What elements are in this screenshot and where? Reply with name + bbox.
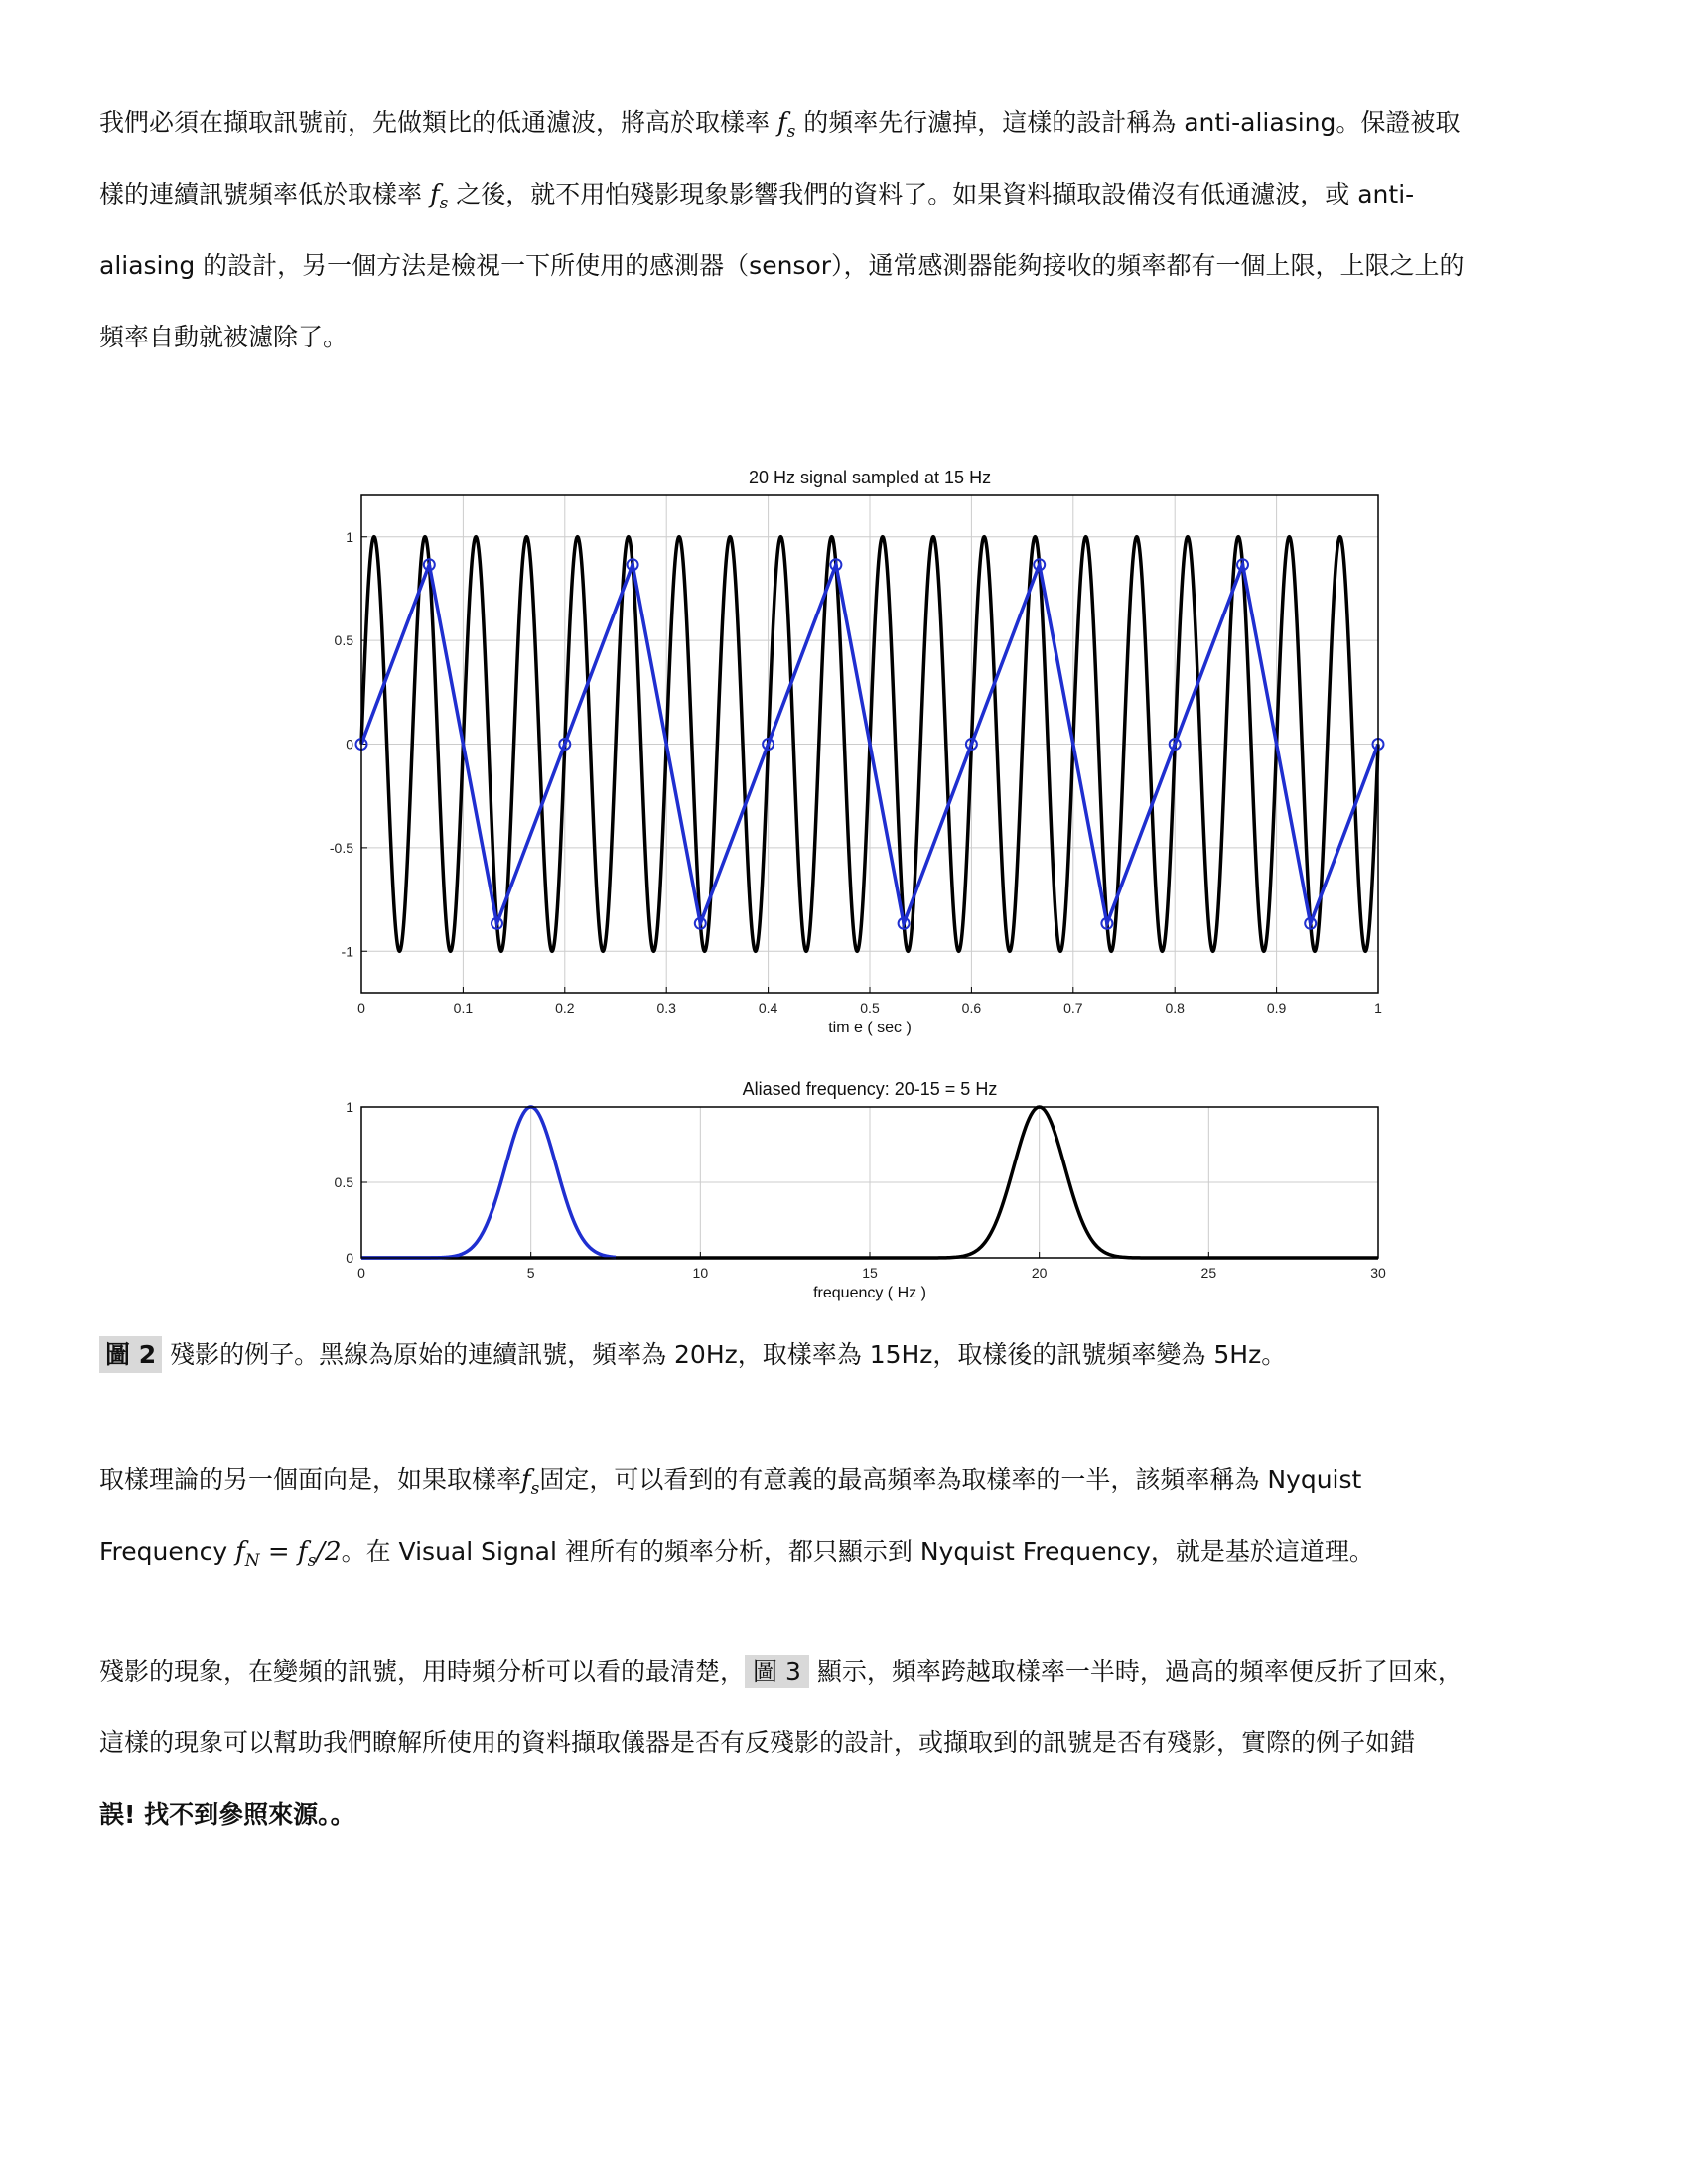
math-symbol: = f: [267, 1537, 308, 1567]
caption-label: 圖 2: [99, 1336, 162, 1373]
x-tick-label: 0.9: [1266, 1000, 1287, 1016]
math-subscript: s: [307, 1551, 317, 1571]
x-tick-label: 0.5: [860, 1000, 880, 1016]
sampling-rate-symbol: [521, 1465, 540, 1500]
math-subscript: s: [439, 194, 449, 214]
y-tick-label: 0.5: [334, 1174, 353, 1190]
y-tick-label: 0: [346, 1250, 353, 1266]
text-span: 。在 Visual Signal 裡所有的頻率分析，都只顯示到 Nyquist Frequency，就是基於這道理。: [341, 1537, 1374, 1566]
text-span: 之後，就不用怕殘影現象影響我們的資料了。如果資料擷取設備沒有低通濾波，或 anti-: [456, 180, 1415, 208]
x-tick-label: 0.4: [758, 1000, 778, 1016]
math-symbol: f: [235, 1537, 245, 1567]
y-tick-label: -1: [341, 943, 353, 960]
math-subscript: s: [530, 1479, 540, 1500]
text-span: 殘影的現象，在變頻的訊號，用時頻分析可以看的最清楚，: [99, 1657, 746, 1686]
paragraph-aliasing-phenomenon: [99, 1636, 1628, 1850]
text-span: 取樣理論的另一個面向是，如果取樣率: [99, 1465, 522, 1494]
frequency-domain-plot: [335, 1079, 1386, 1301]
chart-title: 20 Hz signal sampled at 15 Hz: [748, 468, 992, 487]
x-tick-label: 0: [357, 1265, 365, 1281]
nyquist-formula: [235, 1537, 342, 1571]
x-tick-label: 1: [1374, 1000, 1382, 1016]
text-span: 我們必須在擷取訊號前，先做類比的低通濾波，將高於取樣率: [99, 108, 771, 137]
y-tick-label: 0.5: [334, 632, 353, 649]
caption-text: 殘影的例子。黑線為原始的連續訊號，頻率為 20Hz，取樣率為 15Hz，取樣後的訊號頻率變為 5Hz。: [170, 1340, 1287, 1369]
paragraph-line: [99, 1516, 1628, 1587]
y-tick-label: 1: [346, 1099, 353, 1115]
paragraph-nyquist: [99, 1444, 1628, 1587]
x-tick-label: 0.6: [961, 1000, 982, 1016]
paragraph-line: 頻率自動就被濾除了。: [99, 323, 349, 351]
x-axis-label: tim e ( sec ): [828, 1020, 912, 1036]
x-tick-label: 15: [862, 1265, 878, 1281]
paragraph-line: 這樣的現象可以幫助我們瞭解所使用的資料擷取儀器是否有反殘影的設計，或擷取到的訊號是否有殘影，實際的例子如錯: [99, 1728, 1416, 1757]
text-span: 樣的連續訊號頻率低於取樣率: [99, 180, 423, 208]
x-tick-label: 0.7: [1063, 1000, 1083, 1016]
math-subscript: N: [244, 1551, 260, 1571]
text-span: 顯示，頻率跨越取樣率一半時，過高的頻率便反折了回來，: [816, 1657, 1463, 1686]
x-tick-label: 0: [357, 1000, 365, 1016]
y-tick-label: -0.5: [329, 839, 353, 856]
chart-title: Aliased frequency: 20-15 = 5 Hz: [742, 1079, 998, 1099]
y-tick-label: 0: [346, 736, 353, 752]
y-tick-label: 1: [346, 528, 353, 545]
text-span: 固定，可以看到的有意義的最高頻率為取樣率的一半，該頻率稱為 Nyquist: [539, 1465, 1362, 1494]
x-tick-label: 5: [526, 1265, 535, 1281]
text-span: Frequency: [99, 1537, 228, 1566]
math-subscript: s: [786, 122, 796, 143]
paragraph-line: [99, 1444, 1628, 1516]
math-symbol: f: [521, 1465, 531, 1495]
error-reference-line: 誤! 找不到參照來源。。: [99, 1800, 355, 1829]
x-tick-label: 0.2: [555, 1000, 575, 1016]
x-tick-label: 0.1: [453, 1000, 474, 1016]
x-tick-label: 0.8: [1165, 1000, 1185, 1016]
math-symbol: f: [429, 180, 440, 209]
x-tick-label: 30: [1370, 1265, 1386, 1281]
x-tick-label: 25: [1200, 1265, 1217, 1281]
paragraph-line: [99, 1636, 1628, 1707]
time-domain-plot: [330, 468, 1384, 1036]
math-symbol: /2: [316, 1537, 342, 1567]
paragraph-line: aliasing 的設計，另一個方法是檢視一下所使用的感測器（sensor），通常感測器能夠接收的頻率都有一個上限，上限之上的: [99, 251, 1465, 280]
math-symbol: f: [776, 108, 787, 138]
x-tick-label: 0.3: [656, 1000, 676, 1016]
figure-caption: [99, 1335, 1286, 1375]
x-tick-label: 10: [692, 1265, 709, 1281]
text-span: 的頻率先行濾掉，這樣的設計稱為 anti-aliasing。保證被取: [803, 108, 1461, 137]
figure-3-reference[interactable]: 圖 3: [745, 1655, 809, 1688]
x-axis-label: frequency ( Hz ): [813, 1285, 926, 1301]
x-tick-label: 20: [1031, 1265, 1048, 1281]
